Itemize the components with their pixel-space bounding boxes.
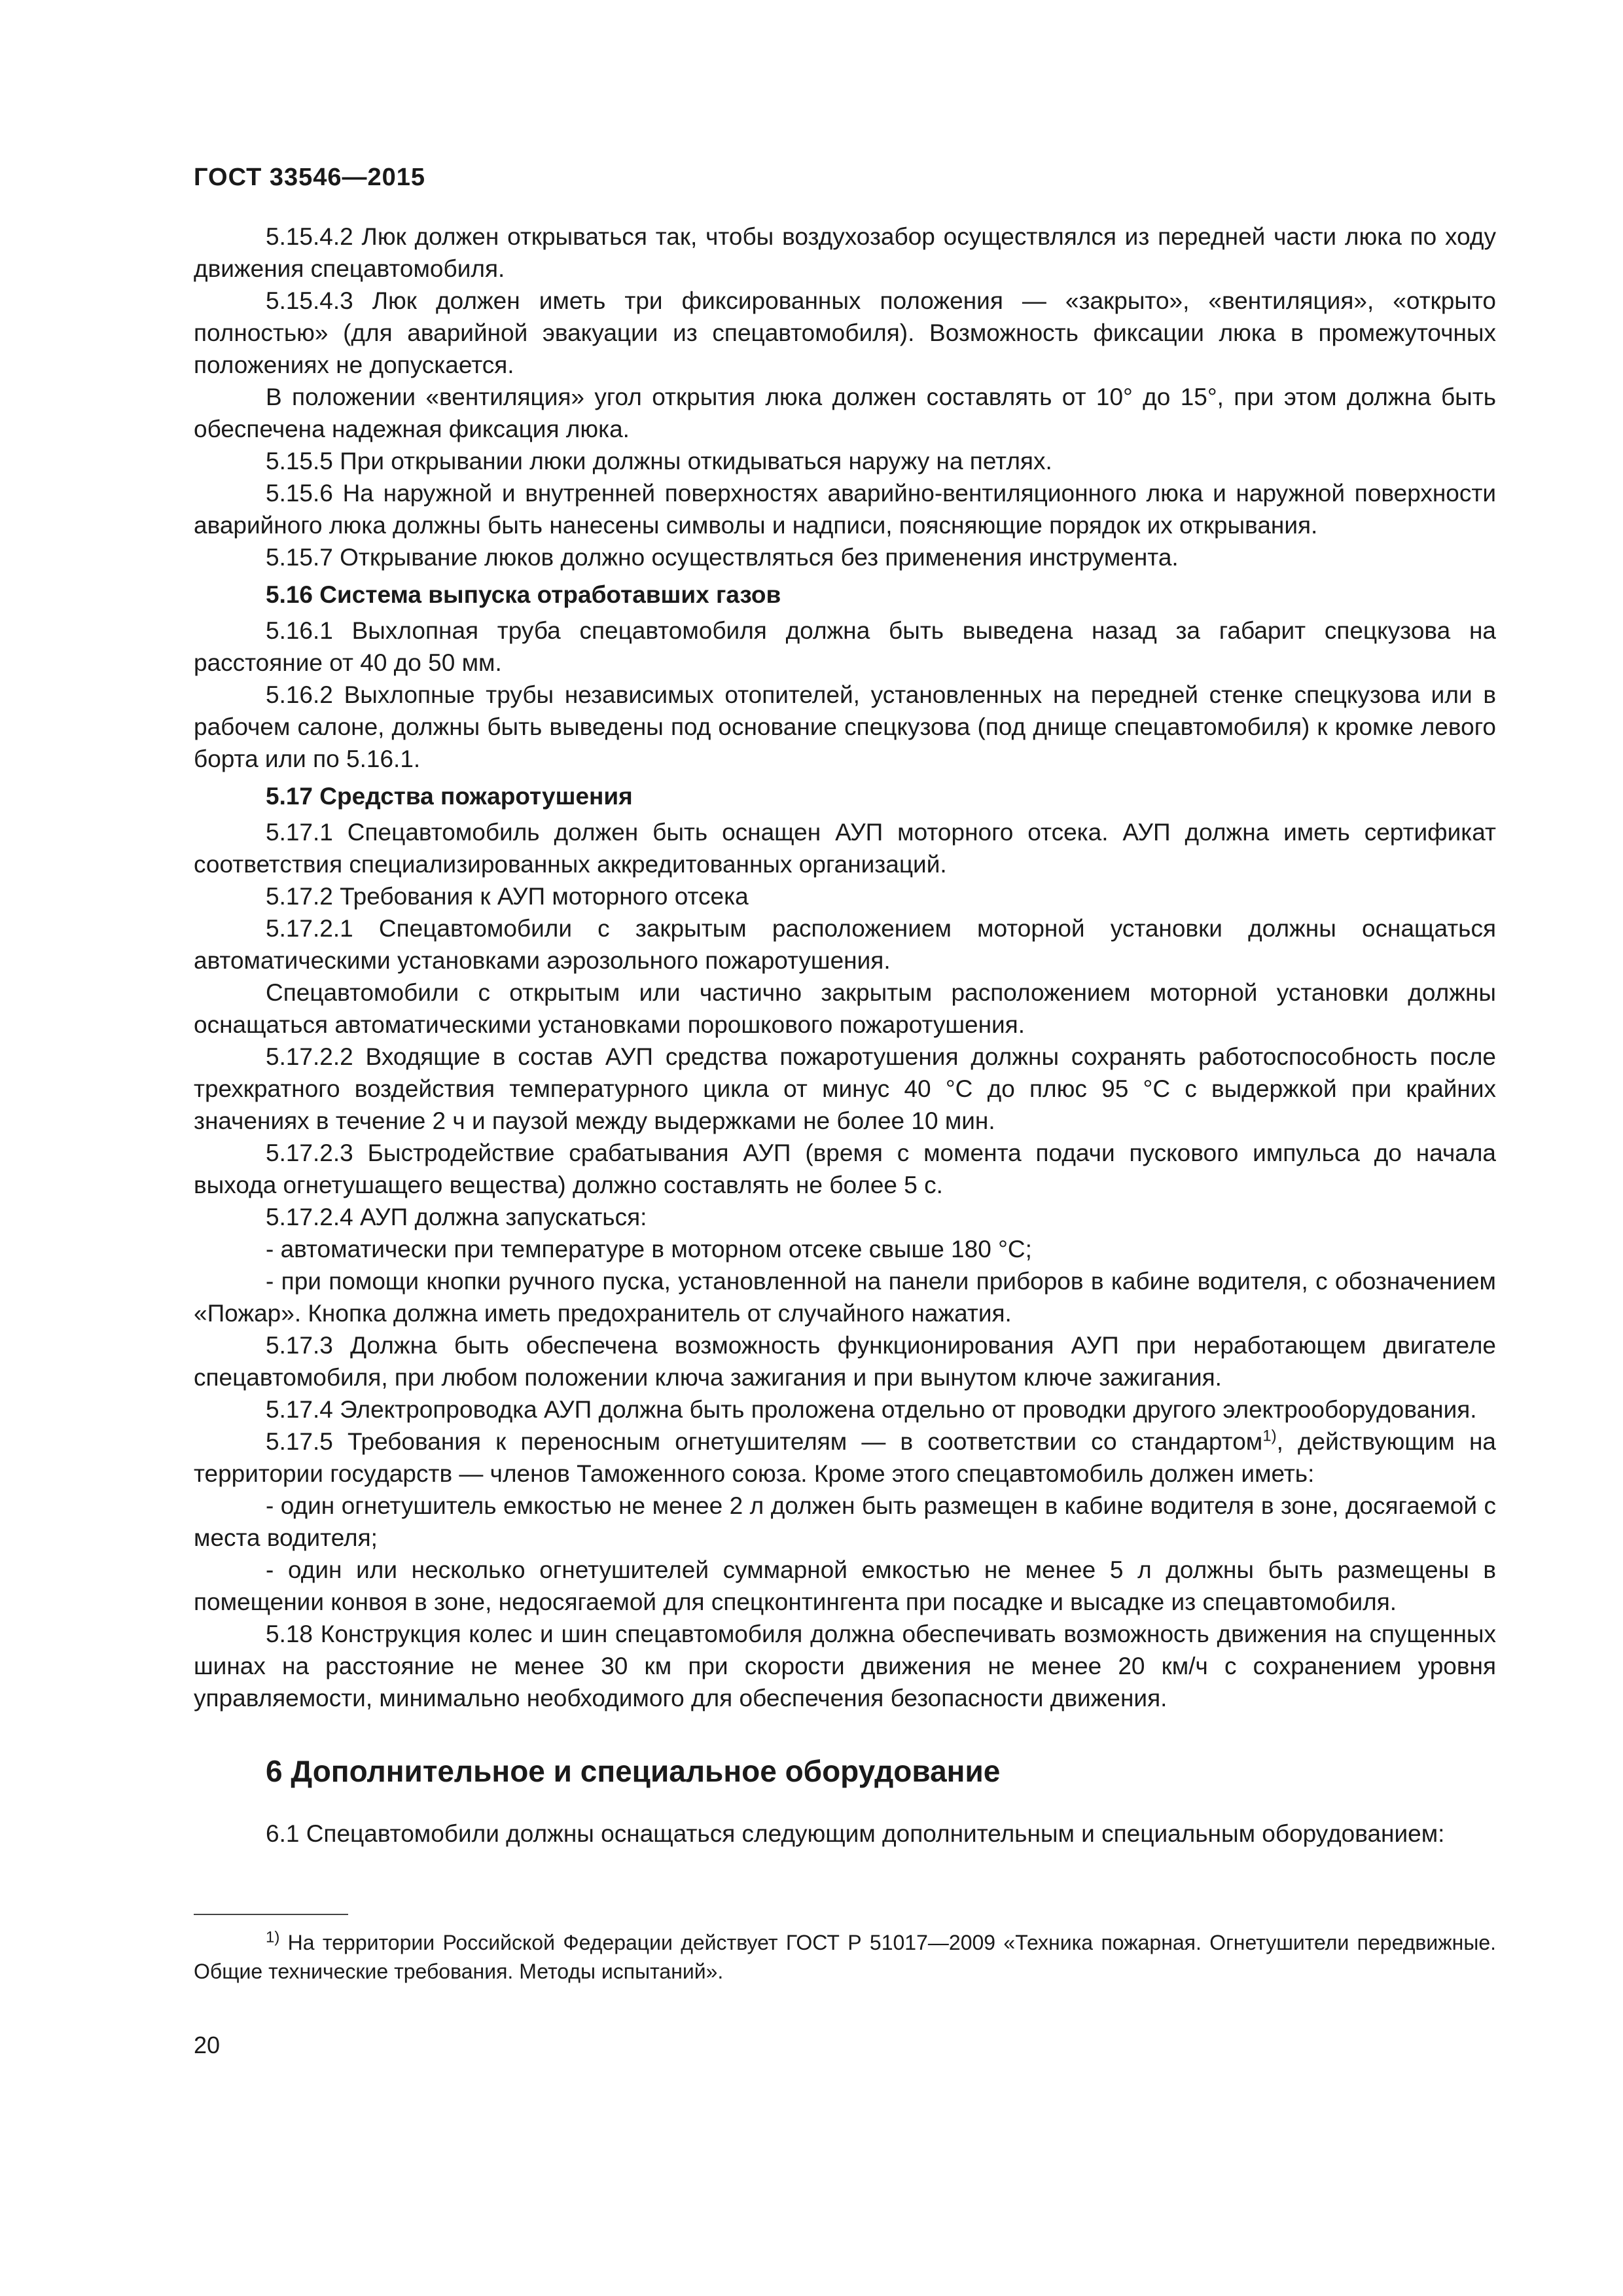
- paragraph-5-16-2: 5.16.2 Выхлопные трубы независимых отопителей, установленных на передней стенке спецкузова или в рабочем салоне, должны быть выведены под основание спецкузова (под днище спецавтомобиля) к кромке левого борта или по 5.16.1.: [194, 681, 1496, 772]
- paragraph-5-16-1: 5.16.1 Выхлопная труба спецавтомобиля должна быть выведена назад за габарит спецкузова на расстояние от 40 до 50 мм.: [194, 617, 1496, 676]
- subheading-5-17: 5.17 Средства пожаротушения: [266, 783, 633, 810]
- footnote-marker: 1): [266, 1928, 280, 1946]
- paragraph-5-17-5-end: , действующим на территории государств — членов Таможенного союза. Кроме этого спецавтомобиль должен иметь:: [194, 1428, 1496, 1487]
- page-number: 20: [194, 2032, 221, 2058]
- footnote-text: На территории Российской Федерации действует ГОСТ Р 51017—2009 «Техника пожарная. Огнетушители передвижные. Общие технические требования. Методы испытаний».: [194, 1931, 1496, 1983]
- paragraph-5-15-5: 5.15.5 При открывании люки должны откидываться наружу на петлях.: [266, 448, 1052, 475]
- list-item-cab-extinguisher: - один огнетушитель емкостью не менее 2 л должен быть размещен в кабине водителя в зоне, досягаемой с места водителя;: [194, 1492, 1496, 1551]
- footnote-divider: [194, 1914, 348, 1915]
- subheading-5-16: 5.16 Система выпуска отработавших газов: [266, 581, 781, 608]
- paragraph-5-17-2-3: 5.17.2.3 Быстродействие срабатывания АУП (время с момента подачи пускового импульса до начала выхода огнетушащего вещества) должно составлять не более 5 с.: [194, 1139, 1496, 1198]
- paragraph-5-15-6: 5.15.6 На наружной и внутренней поверхностях аварийно-вентиляционного люка и наружной поверхности аварийного люка должны быть нанесены символы и надписи, поясняющие порядок их открывания.: [194, 480, 1496, 539]
- list-item-convoy-extinguishers: - один или несколько огнетушителей суммарной емкостью не менее 5 л должны быть размещены в помещении конвоя в зоне, недосягаемой для спецконтингента при посадке и высадке из спецавтомобиля.: [194, 1556, 1496, 1615]
- paragraph-5-17-1: 5.17.1 Спецавтомобиль должен быть оснащен АУП моторного отсека. АУП должна иметь сертификат соответствия специализированных аккредитованных организаций.: [194, 819, 1496, 878]
- list-item-automatic-trigger: - автоматически при температуре в моторном отсеке свыше 180 °С;: [266, 1236, 1032, 1263]
- footnote: [194, 1928, 1496, 1986]
- paragraph-ventilation-angle: В положении «вентиляция» угол открытия люка должен составлять от 10° до 15°, при этом должна быть обеспечена надежная фиксация люка.: [194, 384, 1496, 442]
- paragraph-5-17-3: 5.17.3 Должна быть обеспечена возможность функционирования АУП при неработающем двигателе спецавтомобиля, при любом положении ключа зажигания и при вынутом ключе зажигания.: [194, 1332, 1496, 1391]
- paragraph-5-15-7: 5.15.7 Открывание люков должно осуществляться без применения инструмента.: [266, 544, 1179, 571]
- document-code-header: ГОСТ 33546—2015: [194, 164, 426, 191]
- paragraph-6-1: 6.1 Спецавтомобили должны оснащаться следующим дополнительным и специальным оборудованием:: [266, 1820, 1445, 1847]
- paragraph-5-17-2-2: 5.17.2.2 Входящие в состав АУП средства пожаротушения должны сохранять работоспособность после трехкратного воздействия температурного цикла от минус 40 °С до плюс 95 °С с выдержкой при крайних значениях в течение 2 ч и паузой между выдержками не более 10 мин.: [194, 1043, 1496, 1134]
- paragraph-5-17-4: 5.17.4 Электропроводка АУП должна быть проложена отдельно от проводки другого электрооборудования.: [266, 1396, 1477, 1423]
- section-6-title: 6 Дополнительное и специальное оборудование: [266, 1754, 1001, 1788]
- paragraph-5-15-4-3: 5.15.4.3 Люк должен иметь три фиксированных положения — «закрыто», «вентиляция», «открыто полностью» (для аварийной эвакуации из спецавтомобиля). Возможность фиксации люка в промежуточных положениях не допускается.: [194, 287, 1496, 378]
- paragraph-5-17-5: [194, 1426, 1496, 1490]
- footnote-reference-marker: 1): [1262, 1427, 1277, 1445]
- document-page: [194, 164, 1496, 2059]
- paragraph-5-17-5-start: 5.17.5 Требования к переносным огнетушителям — в соответствии со стандартом: [266, 1428, 1263, 1455]
- paragraph-5-15-4-2: 5.15.4.2 Люк должен открываться так, чтобы воздухозабор осуществлялся из передней части люка по ходу движения спецавтомобиля.: [194, 223, 1496, 282]
- paragraph-5-17-2-4: 5.17.2.4 АУП должна запускаться:: [266, 1204, 647, 1230]
- paragraph-5-17-2-1: 5.17.2.1 Спецавтомобили с закрытым расположением моторной установки должны оснащаться автоматическими установками аэрозольного пожаротушения.: [194, 915, 1496, 974]
- paragraph-5-18: 5.18 Конструкция колес и шин спецавтомобиля должна обеспечивать возможность движения на спущенных шинах на расстояние не менее 30 км при скорости движения не менее 20 км/ч с сохранением уровня управляемости, минимально необходимого для обеспечения безопасности движения.: [194, 1621, 1496, 1712]
- paragraph-5-17-2: 5.17.2 Требования к АУП моторного отсека: [266, 883, 749, 910]
- list-item-manual-button: - при помощи кнопки ручного пуска, установленной на панели приборов в кабине водителя, с обозначением «Пожар». Кнопка должна иметь предохранитель от случайного нажатия.: [194, 1268, 1496, 1327]
- paragraph-powder-extinguishing: Спецавтомобили с открытым или частично закрытым расположением моторной установки должны оснащаться автоматическими установками порошкового пожаротушения.: [194, 979, 1496, 1038]
